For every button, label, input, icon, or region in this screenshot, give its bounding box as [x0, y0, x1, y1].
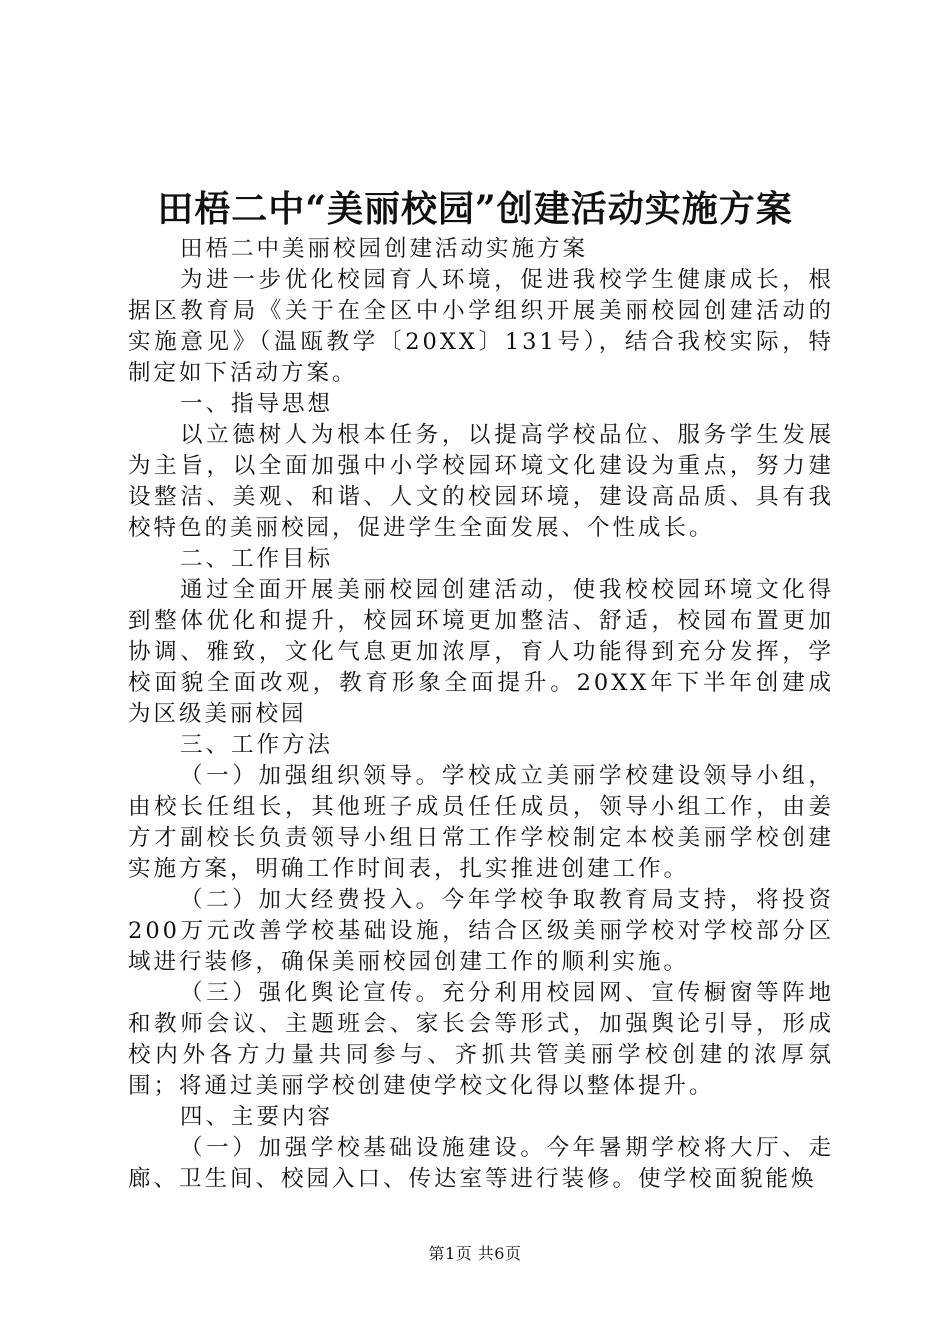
- paragraph-method-organization: （一）加强组织领导。学校成立美丽学校建设领导小组，由校长任组长，其他班子成员任任成员，领导小组工作，由姜方才副校长负责领导小组日常工作学校制定本校美丽学校创建实施方案，明确工作时间表，扎实推进创建工作。: [128, 763, 834, 882]
- paragraph-subtitle: 田梧二中美丽校园创建活动实施方案: [180, 236, 589, 262]
- page-number-footer: 第1页 共6页: [428, 1244, 522, 1263]
- document-body: [128, 234, 834, 1195]
- paragraph-guiding-thought: 以立德树人为根本任务，以提高学校品位、服务学生发展为主旨，以全面加强中小学校园环境文化建设为重点，努力建设整洁、美观、和谐、人文的校园环境，建设高品质、具有我校特色的美丽校园，促进学生全面发展、个性成长。: [128, 422, 834, 541]
- document-title: 田梧二中“美丽校园”创建活动实施方案: [157, 188, 793, 230]
- paragraph-method-funding: （二）加大经费投入。今年学校争取教育局支持，将投资200万元改善学校基础设施，结合区级美丽学校对学校部分区域进行装修，确保美丽校园创建工作的顺利实施。: [128, 887, 834, 975]
- paragraph-work-goals: 通过全面开展美丽校园创建活动，使我校校园环境文化得到整体优化和提升，校园环境更加整洁、舒适，校园布置更加协调、雅致，文化气息更加浓厚，育人功能得到充分发挥，学校面貌全面改观，教育形象全面提升。20XX年下半年创建成为区级美丽校园: [128, 577, 834, 727]
- paragraph-intro: 为进一步优化校园育人环境，促进我校学生健康成长，根据区教育局《关于在全区中小学组织开展美丽校园创建活动的实施意见》（温瓯教学〔20XX〕131号），结合我校实际，特制定如下活动方案。: [128, 267, 834, 386]
- section-heading-work-goals: 二、工作目标: [180, 546, 334, 572]
- section-heading-guiding-thought: 一、指导思想: [180, 391, 334, 417]
- section-heading-work-methods: 三、工作方法: [180, 732, 334, 758]
- paragraph-content-infrastructure: （一）加强学校基础设施建设。今年暑期学校将大厅、走廊、卫生间、校园入口、传达室等进行装修。使学校面貌能焕: [128, 1135, 834, 1192]
- paragraph-method-publicity: （三）强化舆论宣传。充分利用校园网、宣传橱窗等阵地和教师会议、主题班会、家长会等形式，加强舆论引导，形成校内外各方力量共同参与、齐抓共管美丽学校创建的浓厚氛围；将通过美丽学校创建使学校文化得以整体提升。: [128, 980, 834, 1099]
- section-heading-main-content: 四、主要内容: [180, 1104, 334, 1130]
